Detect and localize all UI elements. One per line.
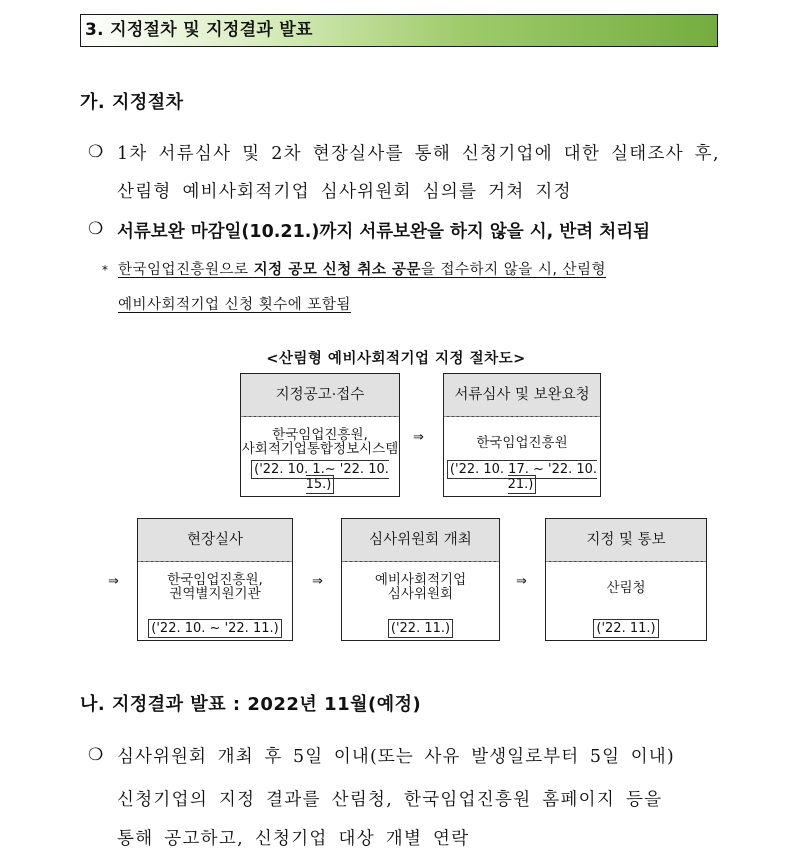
step-body-line: 권역별지원기관 xyxy=(169,586,261,602)
bullet1-line2: 산림형 예비사회적기업 심사위원회 심의를 거쳐 지정 xyxy=(117,182,572,202)
step-body xyxy=(138,573,292,601)
step-body-line: 사회적기업통합정보시스템 xyxy=(241,441,399,457)
result-line3: 통해 공고하고, 신청기업 대상 개별 연락 xyxy=(117,829,470,849)
arrow-icon: ⇒ xyxy=(516,574,527,589)
divider xyxy=(241,416,399,417)
step-box xyxy=(137,518,293,641)
step-title: 현장실사 xyxy=(138,519,292,562)
arrow-icon: ⇒ xyxy=(108,574,119,589)
step-body-line: 심사위원회 xyxy=(387,586,454,602)
subsection-a-heading: 가. 지정절차 xyxy=(80,92,184,113)
step-title: 서류심사 및 보완요청 xyxy=(444,374,600,417)
step-body xyxy=(546,581,706,595)
step-box xyxy=(341,518,500,641)
step-body-line: 예비사회적기업 xyxy=(374,572,467,588)
note-line1 xyxy=(118,258,606,279)
note-line2-text: 예비사회적기업 신청 횟수에 포함됨 xyxy=(118,297,351,313)
step-box xyxy=(240,373,400,497)
step-date: ('22. 10. 1.~ '22. 10. 15.) xyxy=(241,462,399,492)
step-body-line: 한국임업진흥원, xyxy=(167,572,263,588)
step-body-line: 한국임업진흥원 xyxy=(476,435,568,451)
step-date: ('22. 11.) xyxy=(342,621,499,636)
step-date: ('22. 10. 17. ~ '22. 10. 21.) xyxy=(444,462,600,492)
step-title: 심사위원회 개최 xyxy=(342,519,499,562)
step-box xyxy=(443,373,601,497)
step-body xyxy=(241,428,399,456)
section-header: 3. 지정절차 및 지정결과 발표 xyxy=(80,14,718,47)
note-asterisk: * xyxy=(102,263,108,277)
note-part1: 한국임업진흥원으로 xyxy=(118,262,254,278)
step-date: ('22. 10. ~ '22. 11.) xyxy=(138,621,292,636)
divider xyxy=(138,561,292,562)
diagram-title: <산림형 예비사회적기업 지정 절차도> xyxy=(266,351,526,367)
step-body-line: 한국임업진흥원, xyxy=(272,427,368,443)
note-line2 xyxy=(118,293,351,314)
result-line1: 심사위원회 개최 후 5일 이내(또는 사유 발생일로부터 5일 이내) xyxy=(117,747,675,767)
step-box xyxy=(545,518,707,641)
arrow-icon: ⇒ xyxy=(312,574,323,589)
note-part2: 을 접수하지 않을 시, 산림형 xyxy=(420,262,607,278)
divider xyxy=(546,561,706,562)
bullet-icon: ❍ xyxy=(88,745,104,765)
divider xyxy=(444,416,600,417)
subsection-b-heading: 나. 지정결과 발표 : 2022년 11월(예정) xyxy=(80,694,422,715)
bullet2-text: 서류보완 마감일(10.21.)까지 서류보완을 하지 않을 시, 반려 처리됨 xyxy=(117,222,651,242)
step-title: 지정공고·접수 xyxy=(241,374,399,417)
result-line2: 신청기업의 지정 결과를 산림청, 한국임업진흥원 홈페이지 등을 xyxy=(117,790,663,810)
step-body xyxy=(342,573,499,601)
step-date: ('22. 11.) xyxy=(546,621,706,636)
bullet-icon: ❍ xyxy=(88,142,104,162)
step-body-line: 산림청 xyxy=(606,580,646,596)
step-body xyxy=(444,436,600,450)
divider xyxy=(342,561,499,562)
note-bold: 지정 공모 신청 취소 공문 xyxy=(253,262,421,278)
step-title: 지정 및 통보 xyxy=(546,519,706,562)
bullet1-line1: 1차 서류심사 및 2차 현장실사를 통해 신청기업에 대한 실태조사 후, xyxy=(117,144,720,164)
bullet-icon: ❍ xyxy=(88,219,104,239)
arrow-icon: ⇒ xyxy=(413,430,424,445)
